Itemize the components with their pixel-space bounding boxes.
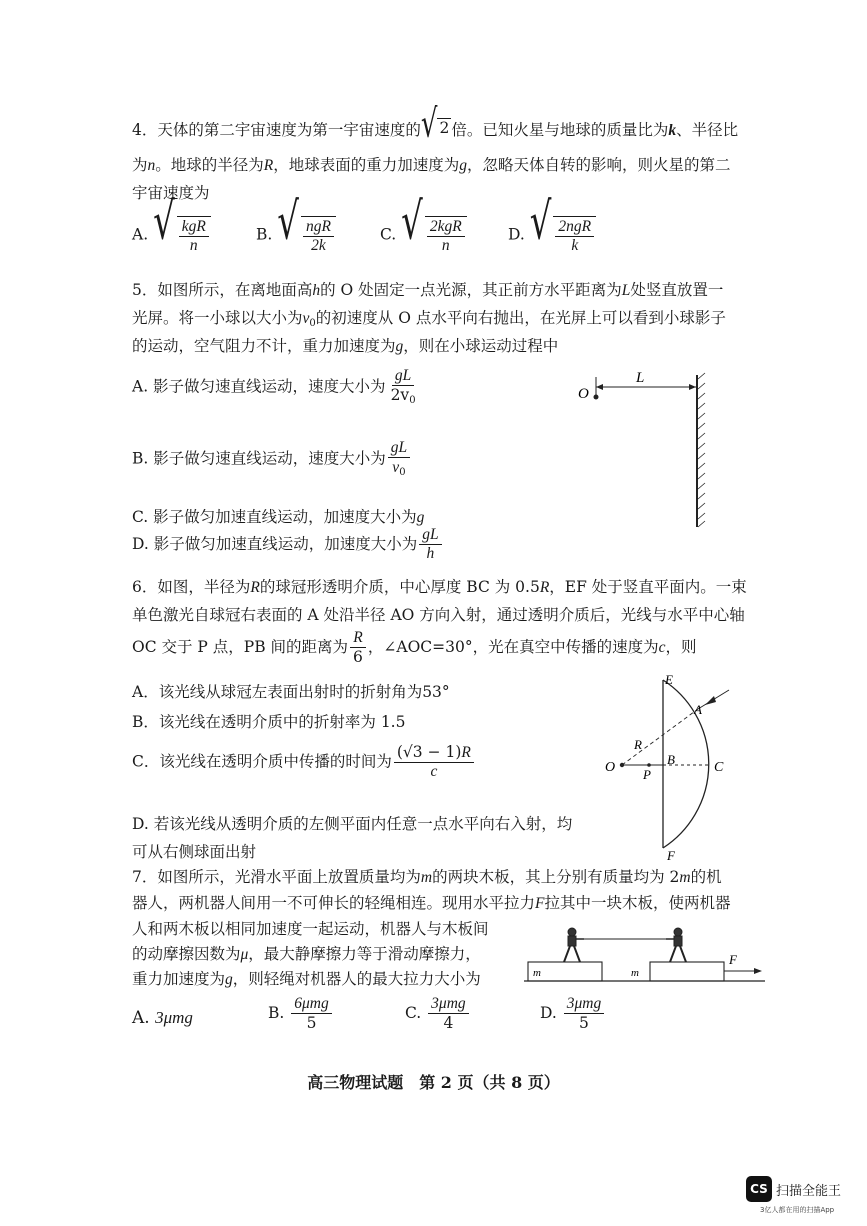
q6-line1: 6．如图，半径为R的球冠形透明介质，中心厚度 BC 为 0.5R，EF 处于竖直平面内。一束 bbox=[132, 578, 747, 596]
q4-line1: 4．天体的第二宇宙速度为第一宇宙速度的 √ 2 倍。已知火星与地球的质量比为k、半径比 bbox=[132, 102, 739, 147]
q6-label-p: P bbox=[643, 767, 651, 782]
camscanner-watermark bbox=[746, 1176, 841, 1202]
q4-option-d[interactable]: D. √ $\frac{\text{2ngR}}{k}$ bbox=[508, 216, 598, 255]
left-robot bbox=[564, 928, 584, 962]
screen-hatching bbox=[698, 373, 705, 527]
right-robot bbox=[666, 928, 686, 962]
q4-option-b[interactable]: B. √ $\frac{\text{ngR}}{2k}$ bbox=[256, 216, 338, 255]
q7-label-m2: m bbox=[631, 967, 639, 979]
sqrt-two: √ 2 bbox=[420, 102, 450, 147]
q5-line1: 5．如图所示，在离地面高h的 O 处固定一点光源，其正前方水平距离为L处竖直放置一 bbox=[132, 281, 724, 299]
q6-line2: 单色激光自球冠右表面的 A 处沿半径 AO 方向入射，通过透明介质后，光线与水平中心轴 bbox=[132, 606, 745, 624]
q5-label-o: O bbox=[578, 386, 589, 402]
q7-line1: 7．如图所示，光滑水平面上放置质量均为m的两块木板，其上分别有质量均为 2m的机 bbox=[132, 868, 722, 886]
page-footer: 高三物理试题 第 2 页（共 8 页） bbox=[307, 1073, 560, 1092]
q6-option-a[interactable]: A．该光线从球冠左表面出射时的折射角为53° bbox=[132, 683, 450, 701]
q6-label-c: C bbox=[714, 760, 724, 775]
q5-line2: 光屏。将一小球以大小为$v_0$的初速度从 O 点水平向右抛出，在光屏上可以看到小球影子 bbox=[132, 309, 726, 329]
q5-line3: 的运动，空气阻力不计，重力加速度为g，则在小球运动过程中 bbox=[132, 337, 559, 355]
q6-label-b: B bbox=[667, 752, 675, 767]
q5-option-a[interactable]: A. 影子做匀速直线运动，速度大小为 $\frac{gL}{2v_0}$ bbox=[132, 367, 416, 407]
q6-option-c[interactable]: C．该光线在透明介质中传播的时间为 $\frac{(√3 - 1)R}{c}$ bbox=[132, 744, 476, 781]
q7-line4: 的动摩擦因数为μ，最大静摩擦力等于滑动摩擦力， bbox=[132, 945, 481, 963]
q6-label-f: F bbox=[667, 848, 675, 863]
q4-line3: 宇宙速度为 bbox=[132, 184, 210, 202]
q6-option-d[interactable]: D. 若该光线从透明介质的左侧平面内任意一点水平向右入射，均 bbox=[132, 815, 573, 833]
q4-option-a[interactable]: A. √ $\frac{\text{kgR}}{n}$ bbox=[132, 216, 213, 255]
q7-line3: 人和两木板以相同加速度一起运动，机器人与木板间 bbox=[132, 920, 489, 938]
q7-option-d[interactable]: D. $\frac{\text{3μmg}}{5}$ bbox=[540, 996, 606, 1032]
q7-line5: 重力加速度为g，则轻绳对机器人的最大拉力大小为 bbox=[132, 970, 481, 988]
q6-option-d-cont: 可从右侧球面出射 bbox=[132, 843, 257, 861]
q7-label-m1: m bbox=[533, 967, 541, 979]
q7-option-c[interactable]: C. $\frac{\text{3μmg}}{4}$ bbox=[405, 996, 471, 1032]
q6-label-e: E bbox=[665, 672, 673, 687]
q6-figure bbox=[595, 672, 745, 872]
q7-option-b[interactable]: B. $\frac{\text{6μmg}}{5}$ bbox=[268, 996, 334, 1032]
q5-option-b[interactable]: B. 影子做匀速直线运动，速度大小为 $\frac{gL}{v_0}$ bbox=[132, 440, 412, 479]
q6-option-b[interactable]: B．该光线在透明介质中的折射率为 1.5 bbox=[132, 713, 406, 731]
q4-option-c[interactable]: C. √ $\frac{\text{2kgR}}{n}$ bbox=[380, 216, 469, 255]
q6-label-o: O bbox=[605, 760, 616, 775]
q6-label-r: R bbox=[634, 737, 642, 752]
q6-label-a: A bbox=[694, 702, 702, 717]
q7-option-a[interactable]: A. 3μmg bbox=[132, 1008, 193, 1028]
watermark-subtitle: 3亿人都在用的扫描App bbox=[760, 1206, 835, 1214]
q5-figure bbox=[570, 365, 720, 535]
q5-option-d[interactable]: D. 影子做匀加速直线运动，加速度大小为 $\frac{gL}{h}$ bbox=[132, 527, 444, 563]
q7-label-f: F bbox=[729, 952, 737, 967]
q5-label-l: L bbox=[636, 370, 645, 386]
watermark-name: 扫描全能王 bbox=[776, 1183, 842, 1199]
q6-line3: OC 交于 P 点，PB 间的距离为 $\frac{R}{6}$ ，∠AOC=30°，光在真空中传播的速度为c，则 bbox=[132, 629, 697, 667]
camscanner-logo-icon: CS bbox=[746, 1176, 772, 1202]
right-board bbox=[650, 962, 724, 981]
q7-line2: 器人，两机器人间用一不可伸长的轻绳相连。现用水平拉力F拉其中一块木板，使两机器 bbox=[132, 894, 731, 912]
q5-option-c[interactable]: C. 影子做匀加速直线运动，加速度大小为g bbox=[132, 508, 425, 526]
q4-line2: 为n。地球的半径为R，地球表面的重力加速度为g，忽略天体自转的影响，则火星的第二 bbox=[132, 156, 731, 174]
q7-figure bbox=[520, 924, 770, 990]
